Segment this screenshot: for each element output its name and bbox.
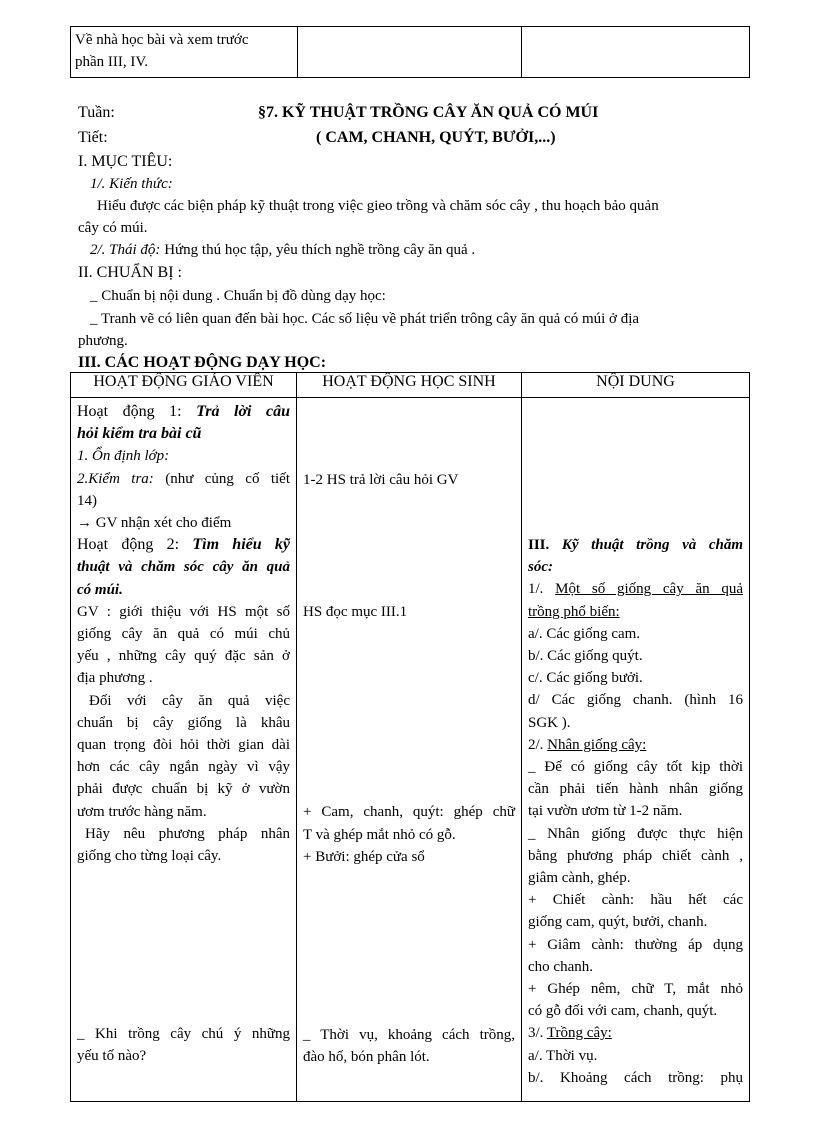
homework-cell (71, 27, 298, 78)
activity-2-prefix: Hoạt động 2: (77, 536, 180, 554)
homework-line-1: Về nhà học bài và xem trước (75, 32, 249, 48)
knowledge-text-1: Hiểu được các biện pháp kỹ thuật trong việc gieo trồng và chăm sóc cây , thu hoạch bảo quản (97, 198, 659, 214)
intro-line: yếu , những cây quý đặc sản ở (77, 648, 290, 665)
spacing-line: b/. Khoảng cách trồng: phụ (528, 1069, 743, 1086)
header-teacher: HOẠT ĐỘNG GIÁO VIÊN (71, 373, 297, 398)
preparation-line-3: phương. (78, 333, 128, 349)
activity-2-title-a: Tìm hiểu kỹ (192, 536, 291, 554)
methods-line: bằng phương pháp chiết cành , (528, 847, 743, 864)
table-header-row (71, 373, 750, 398)
methods-line: giâm cành, ghép. (528, 870, 631, 887)
spacer (303, 491, 515, 601)
empty-cell (298, 27, 522, 78)
content-heading-num: III. (528, 537, 550, 553)
check-text-a: (như củng cố tiết (165, 470, 291, 487)
sub1-title-b: trồng phổ biến: (528, 603, 620, 620)
spacer (528, 401, 743, 534)
attitude-line (90, 239, 475, 261)
attitude-label: 2/. Thái độ: (90, 242, 161, 258)
sub1-num: 1/. (528, 581, 544, 598)
seedling-line: quan trọng đòi hỏi thời gian dài (77, 737, 290, 754)
intro-line: địa phương . (77, 670, 153, 687)
question-2-line: yếu tố nào? (77, 1048, 147, 1065)
header-student: HOẠT ĐỘNG HỌC SINH (297, 373, 522, 398)
sub3-label: Trồng cây: (546, 1025, 612, 1042)
check-text-b: 14) (77, 492, 97, 509)
content-column (522, 398, 750, 1102)
grading-note: → GV nhận xét cho điểm (77, 515, 232, 532)
question-1-line: Hãy nêu phương pháp nhân (85, 825, 290, 842)
graft-line: có gỗ đối với cam, chanh, quýt. (528, 1003, 718, 1020)
cutting-line: cho chanh. (528, 958, 593, 975)
variety-item: a/. Các giống cam. (528, 625, 641, 642)
sub3-line (528, 1022, 743, 1044)
activity-2-title-line-1 (77, 534, 290, 556)
student-column (297, 398, 522, 1102)
variety-item: c/. Các giống bưởi. (528, 670, 643, 687)
activity-2-title-c: có múi. (77, 581, 123, 598)
student-read: HS đọc mục III.1 (303, 604, 408, 621)
variety-item: b/. Các giống quýt. (528, 648, 643, 665)
methods-line: _ Nhân giống được thực hiện (528, 825, 743, 842)
propagation-line: _ Để có giống cây tốt kịp thời (528, 759, 743, 776)
previous-lesson-table (70, 26, 750, 78)
content-heading-a: Kỹ thuật trồng và chăm (561, 537, 743, 553)
student-answer-1: 1-2 HS trả lời câu hỏi GV (303, 472, 459, 488)
activity-2-title-b: thuật và chăm sóc cây ăn quả (77, 559, 290, 576)
propagation-line: cần phải tiến hành nhân giống (528, 781, 743, 798)
check-line-1 (77, 468, 290, 490)
empty-cell (522, 27, 750, 78)
student-planting-line: _ Thời vụ, khoảng cách trồng, (303, 1027, 515, 1044)
check-label: 2.Kiểm tra: (77, 470, 154, 487)
teacher-column (71, 398, 297, 1102)
header-content: NỘI DUNG (522, 373, 750, 398)
variety-d-b: SGK ). (528, 714, 571, 731)
seedling-line: Đối với cây ăn quả việc (89, 692, 290, 709)
sub1-line-1 (528, 578, 743, 600)
season-line: a/. Thời vụ. (528, 1047, 598, 1064)
seedling-line: hơn các cây ngắn ngày vì vậy (77, 759, 290, 776)
graft-line: + Ghép nêm, chữ T, mắt nhỏ (528, 981, 743, 998)
spacer (303, 401, 515, 469)
student-planting-line: đào hố, bón phân lót. (303, 1049, 430, 1066)
question-2-line: _ Khi trồng cây chú ý những (77, 1026, 290, 1043)
student-grafting-line: + Bưởi: ghép cửa sổ (303, 848, 425, 865)
question-1-line: giống cho từng loại cây. (77, 848, 222, 865)
attitude-text: Hứng thú học tập, yêu thích nghề trồng cây ăn quả . (164, 242, 476, 258)
section-activities-heading: III. CÁC HOẠT ĐỘNG DẠY HỌC: (78, 354, 327, 371)
intro-line: GV : giới thiệu với HS một số (77, 603, 290, 620)
seedling-line: phải được chuẩn bị kỹ ở vườn (77, 781, 290, 798)
section-objectives-heading: I. MỤC TIÊU: (78, 153, 173, 170)
activities-table (70, 372, 750, 1102)
sub3-num: 3/. (528, 1025, 544, 1042)
lesson-subtitle: ( CAM, CHANH, QUÝT, BƯỞI,...) (316, 129, 556, 146)
activity-1-title-line-1 (77, 401, 290, 423)
propagation-line: tại vườn ươm từ 1-2 năm. (528, 803, 683, 820)
content-heading-line-1 (528, 534, 743, 556)
intro-line: giống cây ăn quả có múi chủ (77, 626, 290, 643)
spacer (303, 623, 515, 801)
sub2-line (528, 734, 743, 756)
spacer (303, 868, 515, 1024)
seedling-line: chuẩn bị cây giống là khâu (77, 714, 290, 731)
variety-d-a: d/ Các giống chanh. (hình 16 (528, 692, 743, 709)
content-heading-b: sóc: (528, 559, 553, 576)
period-label: Tiết: (78, 129, 108, 146)
layering-line: giống cam, quýt, bưởi, chanh. (528, 914, 708, 931)
section-preparation-heading: II. CHUẨN BỊ : (78, 264, 182, 281)
activity-1-title-a: Trả lời câu (196, 403, 291, 420)
layering-line: + Chiết cành: hầu hết các (528, 892, 743, 909)
seedling-line: ươm trước hàng năm. (77, 803, 207, 820)
knowledge-text-2: cây có múi. (78, 220, 148, 236)
stabilize-class: 1. Ổn định lớp: (77, 448, 170, 465)
lesson-title: §7. KỸ THUẬT TRỒNG CÂY ĂN QUẢ CÓ MÚI (258, 104, 599, 121)
activity-1-prefix: Hoạt động 1: (77, 403, 182, 420)
student-grafting-line: + Cam, chanh, quýt: ghép chữ (303, 804, 515, 821)
homework-line-2: phần III, IV. (75, 54, 149, 70)
preparation-line-2: _ Tranh vẽ có liên quan đến bài học. Các số liệu về phát triển trông cây ăn quả có múi ở địa (90, 311, 640, 327)
sub1-title-a: Một số giống cây ăn quả (555, 581, 744, 598)
sub2-num: 2/. (528, 736, 544, 753)
knowledge-label: 1/. Kiến thức: (90, 176, 173, 192)
spacer (77, 867, 290, 1023)
week-label: Tuần: (78, 104, 115, 121)
cutting-line: + Giâm cành: thường áp dụng (528, 936, 743, 953)
student-grafting-line: T và ghép mắt nhỏ có gỗ. (303, 826, 456, 843)
sub2-label: Nhân giống cây: (547, 736, 647, 753)
activity-1-title-b: hỏi kiểm tra bài cũ (77, 425, 202, 443)
table-body-row (71, 398, 750, 1102)
preparation-line-1: _ Chuẩn bị nội dung . Chuẩn bị đồ dùng dạy học: (90, 288, 386, 304)
